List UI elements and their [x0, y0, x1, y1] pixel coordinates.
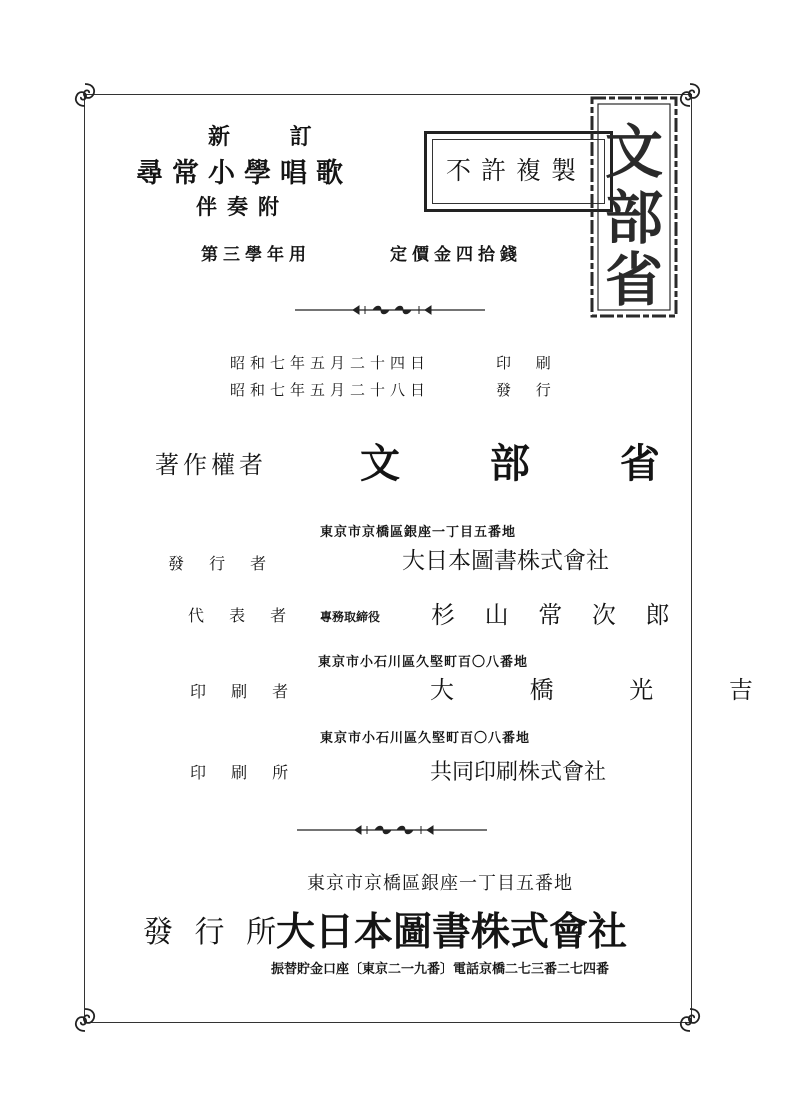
title-revision: 新 訂	[208, 124, 338, 150]
corner-ornament-icon	[71, 1006, 99, 1034]
printer-label: 印 刷 者	[190, 682, 299, 701]
representative-title: 專務取締役	[320, 610, 381, 624]
issuer-address: 東京市京橋區銀座一丁目五番地	[307, 873, 573, 894]
price-label: 定價金四拾錢	[390, 245, 522, 265]
publisher-name: 大日本圖書株式會社	[402, 548, 609, 574]
representative-name: 杉 山 常 次 郎	[431, 601, 681, 629]
copyright-holder: 文 部 省	[360, 440, 698, 487]
svg-text:文: 文	[604, 120, 664, 185]
issuer-label: 發 行 所	[143, 915, 283, 950]
print-house-label: 印 刷 所	[190, 763, 299, 782]
print-house-name: 共同印刷株式會社	[430, 760, 607, 785]
copyright-label: 著作權者	[155, 451, 267, 479]
issuer-name: 大日本圖書株式會社	[276, 909, 628, 955]
issue-action: 發 行	[496, 381, 561, 399]
print-date: 昭和七年五月二十四日	[230, 354, 431, 372]
issue-date: 昭和七年五月二十八日	[230, 381, 431, 399]
publisher-label: 發 行 者	[168, 554, 277, 573]
representative-label: 代 表 者	[188, 606, 297, 625]
print-house-address: 東京市小石川區久堅町百〇八番地	[320, 731, 531, 746]
print-action: 印 刷	[496, 354, 561, 372]
publisher-address: 東京市京橋區銀座一丁目五番地	[320, 525, 517, 540]
grade-label: 第三學年用	[201, 245, 311, 265]
title-accompaniment: 伴奏附	[196, 194, 289, 219]
printer-name: 大 橋 光 吉	[430, 676, 787, 704]
decorative-rule	[295, 303, 485, 317]
copy-prohibited-label: 不許複製	[446, 156, 587, 185]
title-main: 尋常小學唱歌	[136, 158, 352, 189]
svg-text:部: 部	[604, 186, 664, 251]
corner-ornament-icon	[71, 81, 99, 109]
decorative-rule	[297, 823, 487, 837]
corner-ornament-icon	[676, 1006, 704, 1034]
ministry-seal-stamp	[576, 92, 684, 322]
printer-address: 東京市小石川區久堅町百〇八番地	[318, 655, 529, 670]
issuer-contact: 振替貯金口座〔東京二一九番〕電話京橋二七三番二七四番	[271, 962, 610, 977]
svg-text:省: 省	[604, 248, 664, 313]
